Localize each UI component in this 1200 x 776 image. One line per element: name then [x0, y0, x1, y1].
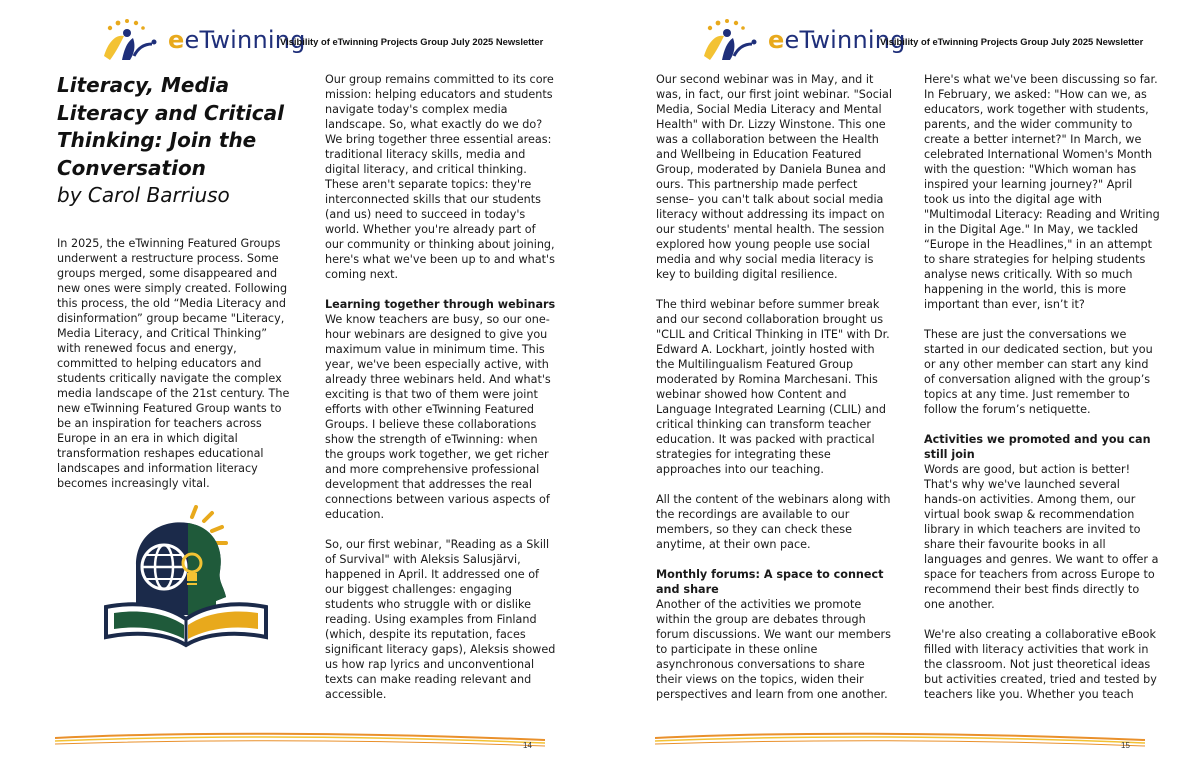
- header-title: Visibility of eTwinning Projects Group July 2025 Newsletter: [280, 36, 544, 47]
- page-header: [100, 16, 580, 62]
- paragraph: Here's what we've been discussing so far. In February, we asked: "How can we, as educators, work together with students, parents, and the wider community to create a better internet?" In March, we celebrated International Women's Month with the question: "Which woman has inspired your learning journey?" April took us into the digital age with "Multimodal Literacy: Reading and Writing in the Digital Age." In May, we tackled “Europe in the Headlines," in an attempt to share strategies for helping students analyse news critically. With so much happening in the world, this is more important than ever, isn’t it?: [924, 73, 1160, 311]
- paragraph: So, our first webinar, "Reading as a Skill of Survival" with Aleksis Salusjärvi, happened in April. It addressed one of our biggest challenges: engaging students who struggle with or dislike reading. Using examples from Finland (which, despite its reputation, faces significant literacy gaps), Aleksis showed us how rap lyrics and unconventional texts can make reading relevant and accessible.: [325, 538, 556, 701]
- paragraph: These are just the conversations we started in our dedicated section, but you or any other member can start any kind of conversation aligned with the group’s topics at any time. Just remember to follow the forum’s netiquette.: [924, 328, 1153, 416]
- paragraph: Our second webinar was in May, and it was, in fact, our first joint webinar. "Social Media, Social Media Literacy and Mental Health" with Dr. Lizzy Winstone. This one was a collaboration between the Health and Wellbeing in Education Featured Group, moderated by Daniela Bunea and ours. This partnership made perfect sense– you can't talk about social media literacy without addressing its impact on our students' mental health. The session explored how young people use social media and why social media literacy is key to building digital resilience.: [656, 73, 892, 281]
- paragraph: Another of the activities we promote within the group are debates through forum discussions. We want our members to participate in these online asynchronous conversations to share their views on the topics, widen their perspectives and learn from one another.: [656, 598, 891, 701]
- page-header: [700, 16, 1180, 62]
- logo-text: eTwinning: [184, 26, 306, 54]
- paragraph: All the content of the webinars along with the recordings are available to our members, so they can check these anytime, at their own pace.: [656, 493, 891, 551]
- header-title: Visibility of eTwinning Projects Group July 2025 Newsletter: [880, 36, 1144, 47]
- paragraph: The third webinar before summer break and our second collaboration brought us "CLIL and Critical Thinking in ITE" with Dr. Edward A. Lockhart, jointly hosted with the Multilingualism Featured Group moderated by Romina Marchesani. This webinar showed how Content and Language Integrated Learning (CLIL) and critical thinking can transform teacher education. It was packed with practical strategies for integrating these approaches into our teaching.: [656, 298, 890, 476]
- article-byline: by Carol Barriuso: [57, 183, 230, 207]
- right-column: [924, 72, 1160, 717]
- paragraph: Our group remains committed to its core mission: helping educators and students navigate today's complex media landscape. So, what exactly do we do? We bring together three essential areas: traditional literacy skills, media and digital literacy, and critical thinking. These aren't separate topics: they're interconnected skills that our students (and us) need to succeed in today's world. Whether you're already part of our community or thinking about joining, here's what we've been up to and what's coming next.: [325, 73, 555, 281]
- page-number: 14: [523, 741, 532, 750]
- footer-swoosh-icon: [655, 730, 1145, 752]
- left-column: [656, 72, 892, 717]
- logo-wordmark: eeTwinning: [168, 26, 306, 54]
- logo-wordmark: eeTwinning: [768, 26, 906, 54]
- page-number: 15: [1121, 741, 1130, 750]
- newsletter-page-right: [600, 0, 1200, 776]
- paragraph: Words are good, but action is better! That's why we've launched several hands-on activities. Among them, our virtual book swap & recommendation library in which teachers are invited to share their favourite books in all languages and genres. We want to offer a space for teachers from across Europe to recommend their best finds directly to one another.: [924, 463, 1159, 611]
- article-title: Literacy, Media Literacy and Critical Thinking: Join the Conversation: [57, 73, 284, 180]
- right-column: [325, 72, 557, 717]
- etwinning-logo-icon: [700, 16, 764, 62]
- left-column: [57, 72, 292, 506]
- book-globe-lightbulb-icon: [96, 505, 276, 650]
- section-heading-activities: Activities we promoted and you can still join: [924, 433, 1151, 461]
- etwinning-logo-icon: [100, 16, 164, 62]
- section-heading-forums: Monthly forums: A space to connect and share: [656, 568, 884, 596]
- section-heading-webinars: Learning together through webinars: [325, 298, 556, 311]
- paragraph: We're also creating a collaborative eBook filled with literacy activities that work in the classroom. Not just theoretical ideas but activities created, tried and tested by teachers like you. Whether you teach: [924, 628, 1157, 701]
- intro-paragraph: In 2025, the eTwinning Featured Groups underwent a restructure process. Some groups merged, some disappeared and new ones were simply created. Following this process, the old “Media Literacy and disinformation” group became "Literacy, Media Literacy, and Critical Thinking” with renewed focus and energy, committed to helping educators and students critically navigate the complex media landscape of the 21st century. The new eTwinning Featured Group wants to be an inspiration for teachers across Europe in an era in which digital transformation reshapes educational landscapes and information literacy becomes increasingly vital.: [57, 236, 290, 490]
- footer-swoosh-icon: [55, 730, 545, 752]
- logo-text: eTwinning: [784, 26, 906, 54]
- paragraph: We know teachers are busy, so our one-hour webinars are designed to give you maximum value in minimum time. This year, we've been especially active, with already three webinars held. And what's exciting is that two of them were joint efforts with other eTwinning Featured Groups. I believe these collaborations show the strength of eTwinning: when the groups work together, we get richer and more comprehensive professional development that addresses the real connections between various aspects of education.: [325, 313, 551, 521]
